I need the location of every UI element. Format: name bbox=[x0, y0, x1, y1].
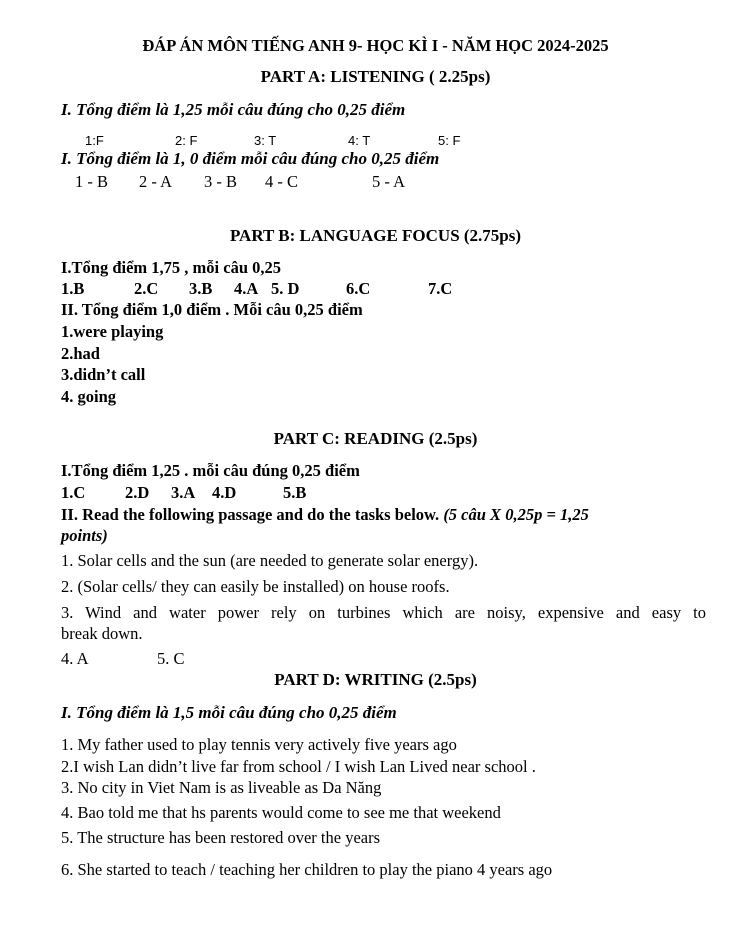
answer: 6.C bbox=[346, 279, 371, 298]
answer: 4. going bbox=[61, 387, 117, 406]
answer: 3: T bbox=[254, 133, 277, 148]
section-title-points-cont: points) bbox=[61, 526, 108, 545]
part-a-section2-title: I. Tổng điểm là 1, 0 điểm mỗi câu đúng cho 0,25 điểm bbox=[61, 149, 440, 168]
sentence: 3. No city in Viet Nam is as liveable as Da Năng bbox=[61, 778, 382, 797]
sentence: 5. The structure has been restored over the years bbox=[61, 828, 381, 847]
answer: 1. Solar cells and the sun (are needed to generate solar energy). bbox=[61, 551, 479, 570]
answer: 1:F bbox=[85, 133, 104, 148]
answer: 5.B bbox=[283, 483, 307, 502]
section-title-text: II. Read the following passage and do the tasks below. bbox=[61, 505, 440, 524]
answer: 5 - A bbox=[372, 172, 405, 191]
answer: 1 - B bbox=[75, 172, 108, 191]
answer: 1.C bbox=[61, 483, 86, 502]
sentence: 2.I wish Lan didn’t live far from school / I wish Lan Lived near school . bbox=[61, 757, 536, 776]
sentence: 1. My father used to play tennis very actively five years ago bbox=[61, 735, 457, 754]
section-title-points: (5 câu X 0,25p = 1,25 bbox=[439, 505, 589, 524]
answer: 4. A bbox=[61, 649, 89, 668]
answer: 4: T bbox=[348, 133, 371, 148]
answer: 2.had bbox=[61, 344, 100, 363]
answer: 3.B bbox=[189, 279, 213, 298]
answer: 2.C bbox=[134, 279, 159, 298]
part-d-section1-title: I. Tổng điểm là 1,5 mỗi câu đúng cho 0,25 điểm bbox=[61, 703, 397, 722]
answer: 5. D bbox=[271, 279, 300, 298]
answer: 2.D bbox=[125, 483, 150, 502]
part-c-section2-title bbox=[61, 505, 589, 525]
document-title: ĐÁP ÁN MÔN TIẾNG ANH 9- HỌC KÌ I - NĂM HỌC 2024-2025 bbox=[142, 36, 609, 55]
answer: 4.D bbox=[212, 483, 237, 502]
part-c-section1-title: I.Tổng điểm 1,25 . mỗi câu đúng 0,25 điểm bbox=[61, 461, 360, 480]
answer: 4.A bbox=[234, 279, 259, 298]
part-b-heading: PART B: LANGUAGE FOCUS (2.75ps) bbox=[229, 226, 522, 245]
answer: 2: F bbox=[175, 133, 198, 148]
answer: 1.were playing bbox=[61, 322, 164, 341]
sentence: 4. Bao told me that hs parents would come to see me that weekend bbox=[61, 803, 501, 822]
answer: 2. (Solar cells/ they can easily be installed) on house roofs. bbox=[61, 577, 450, 596]
answer: 3.A bbox=[171, 483, 196, 502]
answer: 3. Wind and water power rely on turbines which are noisy, expensive and easy to bbox=[61, 603, 706, 622]
answer: 1.B bbox=[61, 279, 85, 298]
part-a-heading: PART A: LISTENING ( 2.25ps) bbox=[260, 67, 491, 86]
answer: 7.C bbox=[428, 279, 453, 298]
answer: 5: F bbox=[438, 133, 461, 148]
part-b-section2-title: II. Tổng điểm 1,0 điểm . Mỗi câu 0,25 điểm bbox=[61, 300, 363, 319]
part-c-heading: PART C: READING (2.5ps) bbox=[273, 429, 478, 448]
answer: 3 - B bbox=[204, 172, 237, 191]
answer: 3.didn’t call bbox=[61, 365, 146, 384]
part-a-section1-title: I. Tổng điểm là 1,25 mỗi câu đúng cho 0,25 điểm bbox=[61, 100, 406, 119]
part-d-heading: PART D: WRITING (2.5ps) bbox=[274, 670, 477, 689]
answer: 5. C bbox=[157, 649, 185, 668]
answer: 2 - A bbox=[139, 172, 172, 191]
answer-cont: break down. bbox=[61, 624, 143, 643]
part-b-section1-title: I.Tổng điểm 1,75 , mỗi câu 0,25 bbox=[61, 258, 282, 277]
answer: 4 - C bbox=[265, 172, 298, 191]
sentence: 6. She started to teach / teaching her children to play the piano 4 years ago bbox=[61, 860, 553, 879]
